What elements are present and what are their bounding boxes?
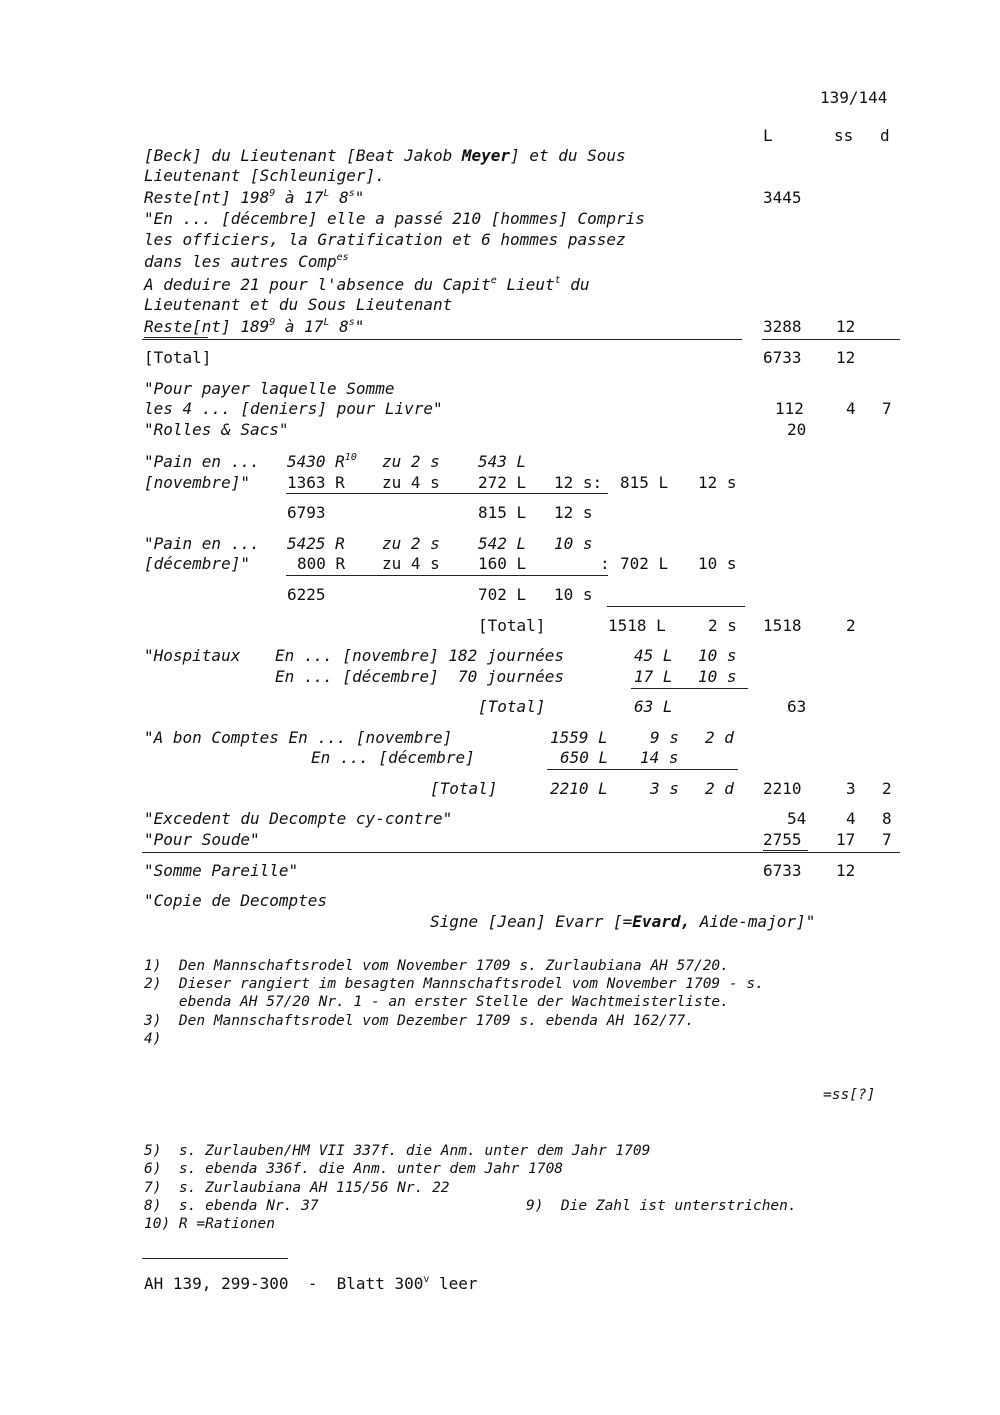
bon-comptes-line-2-s: 14 s bbox=[640, 748, 679, 767]
payer-line-2-ss: 4 bbox=[846, 399, 856, 418]
rule-pain-nov bbox=[286, 493, 608, 494]
pain-nov-label-1: "Pain en ... bbox=[144, 452, 260, 471]
col-header-ss: ss bbox=[834, 126, 854, 145]
bon-comptes-line-1: "A bon Comptes En ... [novembre] bbox=[144, 728, 453, 747]
excedent-line-2-L: 2755 bbox=[763, 830, 802, 849]
pain-nov-r1-rations: 5430 $R^{10}$ bbox=[287, 452, 357, 471]
total-1-L: 6733 bbox=[763, 348, 802, 367]
footer-rule bbox=[142, 1258, 288, 1259]
rule-section-1 bbox=[142, 339, 742, 340]
col-header-d: d bbox=[880, 126, 890, 145]
bon-comptes-ss: 3 bbox=[846, 779, 856, 798]
pain-nov-r2-amount: 272 L bbox=[478, 473, 527, 492]
rule-hospitaux bbox=[631, 688, 748, 689]
pain-dec-sum-amount: 702 L bbox=[478, 585, 527, 604]
pain-dec-r2-total-s: 10 s bbox=[698, 554, 737, 573]
footnote-5: 5) s. Zurlauben/HM VII 337f. die Anm. unter dem Jahr 1709 bbox=[144, 1143, 651, 1159]
pain-nov-r2-rations: 1363 R bbox=[287, 473, 345, 492]
pain-dec-label-2: [décembre]" bbox=[144, 554, 250, 573]
hospitaux-line-2-s: 10 s bbox=[698, 667, 737, 686]
bon-comptes-line-1-L: 1559 L bbox=[550, 728, 608, 747]
page-number: 139/144 bbox=[820, 88, 888, 107]
footnote-3: 3) Den Mannschaftsrodel vom Dezember 1709 s. ebenda AH 162/77. bbox=[144, 1013, 694, 1029]
hospitaux-label: "Hospitaux bbox=[144, 646, 241, 665]
excedent-line-1-L: 54 bbox=[787, 809, 807, 828]
payer-line-2-L: 112 bbox=[775, 399, 804, 418]
footnote-4-note: =ss[?] bbox=[823, 1087, 876, 1103]
pain-nov-label-2: [novembre]" bbox=[144, 473, 250, 492]
footnote-8: 8) s. ebenda Nr. 37 bbox=[144, 1198, 319, 1214]
underline-reste bbox=[144, 337, 208, 338]
hospitaux-line-1-s: 10 s bbox=[698, 646, 737, 665]
hospitaux-line-2-amount: 17 L bbox=[634, 667, 673, 686]
footnote-1: 1) Den Mannschaftsrodel vom November 1709 s. Zurlaubiana AH 57/20. bbox=[144, 958, 729, 974]
footnote-2-cont: ebenda AH 57/20 Nr. 1 - an erster Stelle der Wachtmeisterliste. bbox=[144, 994, 729, 1010]
copie-signature: Signe [Jean] Evarr [=Evard, Aide-major]" bbox=[430, 912, 816, 931]
bon-comptes-L: 2210 bbox=[763, 779, 802, 798]
excedent-line-1: "Excedent du Decompte cy-contre" bbox=[144, 809, 453, 828]
hospitaux-total-amount: 63 L bbox=[634, 697, 673, 716]
pain-total-s: 2 s bbox=[708, 616, 737, 635]
hospitaux-line-2: En ... [décembre] 70 journées bbox=[275, 667, 564, 686]
intro-line-9: Reste[nt] $189^9$ à $17^L$ 8$^s$" bbox=[144, 317, 365, 336]
pain-nov-sum-rations: 6793 bbox=[287, 503, 326, 522]
rule-section-2 bbox=[142, 852, 900, 853]
pain-dec-r1-rate: zu 2 s bbox=[382, 534, 440, 553]
footnote-6: 6) s. ebenda 336f. die Anm. unter dem Jahr 1708 bbox=[144, 1161, 564, 1177]
pain-nov-r1-rate: zu 2 s bbox=[382, 452, 440, 471]
pain-dec-r2-amount: 160 L bbox=[478, 554, 527, 573]
intro-line-3: Reste[nt] $198^9$ à $17^L$ 8$^s$" bbox=[144, 188, 365, 207]
intro-line-4: "En ... [décembre] elle a passé 210 [hommes] Compris bbox=[144, 209, 645, 228]
pain-nov-sum-amount: 815 L bbox=[478, 503, 527, 522]
payer-line-3: "Rolles & Sacs" bbox=[144, 420, 289, 439]
pain-dec-r1-rations: 5425 R bbox=[287, 534, 345, 553]
hospitaux-L: 63 bbox=[787, 697, 807, 716]
total-1-ss: 12 bbox=[836, 348, 856, 367]
pain-nov-r1-amount: 543 L bbox=[478, 452, 527, 471]
col-header-L: L bbox=[763, 126, 773, 145]
intro-line-6: dans les autres Comp$^{es}$ bbox=[144, 252, 349, 271]
footnote-9: 9) Die Zahl ist unterstrichen. bbox=[526, 1198, 797, 1214]
excedent-line-2-ss: 17 bbox=[836, 830, 856, 849]
bon-comptes-line-1-s: 9 s bbox=[650, 728, 679, 747]
pain-total-amount: 1518 L bbox=[608, 616, 666, 635]
total-1-label: [Total] bbox=[144, 348, 212, 367]
pain-dec-r2-total: 702 L bbox=[620, 554, 669, 573]
pain-dec-sum-rations: 6225 bbox=[287, 585, 326, 604]
bon-comptes-line-2-L: 650 L bbox=[560, 748, 609, 767]
payer-line-3-L: 20 bbox=[787, 420, 807, 439]
hospitaux-line-1-amount: 45 L bbox=[634, 646, 673, 665]
somme-L: 6733 bbox=[763, 861, 802, 880]
pain-dec-r2-rate: zu 4 s bbox=[382, 554, 440, 573]
pain-total-ss: 2 bbox=[846, 616, 856, 635]
excedent-line-2-d: 7 bbox=[882, 830, 892, 849]
bon-comptes-line-1-d: 2 d bbox=[705, 728, 734, 747]
payer-line-1: "Pour payer laquelle Somme bbox=[144, 379, 395, 398]
somme-ss: 12 bbox=[836, 861, 856, 880]
intro-line-9-ss: 12 bbox=[836, 317, 856, 336]
hospitaux-line-1: En ... [novembre] 182 journées bbox=[275, 646, 564, 665]
excedent-line-1-d: 8 bbox=[882, 809, 892, 828]
hospitaux-total-label: [Total] bbox=[478, 697, 546, 716]
bon-comptes-total-d: 2 d bbox=[705, 779, 734, 798]
intro-line-8: Lieutenant et du Sous Lieutenant bbox=[144, 295, 453, 314]
pain-nov-sum-s: 12 s bbox=[554, 503, 593, 522]
pain-nov-r2-rate: zu 4 s bbox=[382, 473, 440, 492]
intro-line-3-L: 3445 bbox=[763, 188, 802, 207]
pain-nov-r2-total: 815 L bbox=[620, 473, 669, 492]
bon-comptes-d: 2 bbox=[882, 779, 892, 798]
intro-line-7: A deduire 21 pour l'absence du Capit$^e$ Lieut$^t$ du bbox=[144, 275, 590, 294]
pain-total-L: 1518 bbox=[763, 616, 802, 635]
bon-comptes-total-label: [Total] bbox=[430, 779, 498, 798]
excedent-line-1-ss: 4 bbox=[846, 809, 856, 828]
pain-dec-r1-amount: 542 L bbox=[478, 534, 527, 553]
pain-dec-sum-s: 10 s bbox=[554, 585, 593, 604]
footnote-7: 7) s. Zurlaubiana AH 115/56 Nr. 22 bbox=[144, 1180, 450, 1196]
copie-line-1: "Copie de Decomptes bbox=[144, 891, 328, 910]
pain-total-label: [Total] bbox=[478, 616, 546, 635]
bon-comptes-total-s: 3 s bbox=[650, 779, 679, 798]
intro-line-2: Lieutenant [Schleuniger]. bbox=[144, 166, 385, 185]
bon-comptes-line-2: En ... [décembre] bbox=[311, 748, 475, 767]
pain-dec-r2-colon: : bbox=[600, 554, 610, 573]
source-reference: AH 139, 299-300 - Blatt 300$^v$ leer bbox=[144, 1274, 478, 1293]
pain-nov-r2-total-s: 12 s bbox=[698, 473, 737, 492]
footnote-4: 4) bbox=[144, 1031, 162, 1047]
bon-comptes-total-L: 2210 L bbox=[550, 779, 608, 798]
rule-pain-dec bbox=[286, 575, 608, 576]
pain-dec-label-1: "Pain en ... bbox=[144, 534, 260, 553]
intro-line-1: [Beck] du Lieutenant [Beat Jakob Meyer] et du Sous bbox=[144, 146, 626, 165]
underline-soude bbox=[763, 850, 808, 851]
rule-pain-total bbox=[607, 606, 745, 607]
intro-line-9-L: 3288 bbox=[763, 317, 802, 336]
payer-line-2: les 4 ... [deniers] pour Livre" bbox=[144, 399, 443, 418]
footnote-10: 10) R =Rationen bbox=[144, 1216, 275, 1232]
excedent-line-2: "Pour Soude" bbox=[144, 830, 260, 849]
rule-total-1 bbox=[762, 339, 900, 340]
pain-dec-r1-s: 10 s bbox=[554, 534, 593, 553]
intro-line-5: les officiers, la Gratification et 6 hommes passez bbox=[144, 230, 626, 249]
pain-nov-r2-s: 12 s: bbox=[554, 473, 603, 492]
pain-dec-r2-rations: 800 R bbox=[297, 554, 346, 573]
somme-label: "Somme Pareille" bbox=[144, 861, 299, 880]
payer-line-2-d: 7 bbox=[882, 399, 892, 418]
footnote-2: 2) Dieser rangiert im besagten Mannschaftsrodel vom November 1709 - s. bbox=[144, 976, 764, 992]
rule-bon-comptes bbox=[547, 769, 738, 770]
